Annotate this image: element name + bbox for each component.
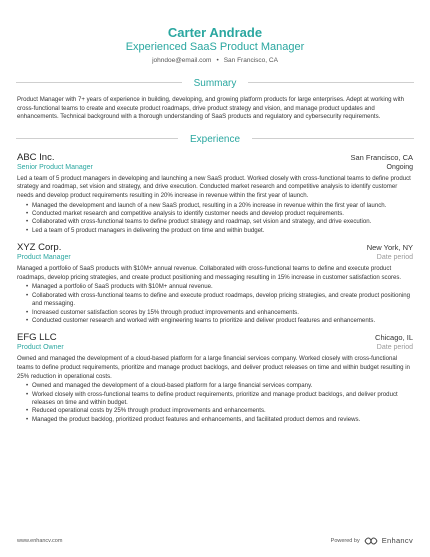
company-name: XYZ Corp. <box>17 242 62 254</box>
summary-heading-label: Summary <box>182 78 249 89</box>
job-role: Product Manager <box>17 254 71 262</box>
job-header-row <box>17 152 413 163</box>
achievement-item: • Reduced operational costs by 25% through product improvements and enhancements. <box>26 407 413 415</box>
experience-heading <box>16 129 414 147</box>
job-description: Owned and managed the development of a cloud-based platform for a large financial services company. Worked closely with cross-functional teams to define product requirements, prioritize and manage product backlogs, and deliver product releases on time and within budget resulting in 25% reduction in operational costs. <box>17 355 410 380</box>
candidate-name: Carter Andrade <box>167 25 263 40</box>
job-role: Product Owner <box>17 344 64 352</box>
job-location: San Francisco, CA <box>350 152 413 162</box>
job-header-row <box>17 242 413 253</box>
job-description: Managed a portfolio of SaaS products with $10M+ annual revenue. Collaborated with cross-functional teams to define and execute product roadmaps, develop pricing strategies, and create product positioning and messaging resulting in 15% increase in customer satisfaction scores. <box>17 265 402 281</box>
achievement-item: • Conducted customer research and worked with engineering teams to prioritize and deliver product features and enhancements. <box>26 317 413 325</box>
summary-heading <box>16 73 414 91</box>
job-description: Led a team of 5 product managers in developing and launching a new SaaS product. Worked closely with cross-functional teams to define product strategy and roadmap, set vision and strategy, and drive execution. Conducted market research and competitive analysis to identify customer needs and develop product requirements resulting in 20% increase in revenue within the first year of launch. <box>17 174 411 199</box>
job-date: Ongoing <box>386 163 413 171</box>
job-role-row <box>17 163 413 172</box>
achievement-item: • Managed the development and launch of a new SaaS product, resulting in a 20% increase in revenue within the first year of launch. <box>26 202 413 210</box>
candidate-title: Experienced SaaS Product Manager <box>125 41 305 53</box>
company-name: EFG LLC <box>17 332 57 344</box>
company-name: ABC Inc. <box>17 151 55 163</box>
job-role-row <box>17 343 413 352</box>
job-location: Chicago, IL <box>375 333 413 343</box>
job-role-row <box>17 253 413 262</box>
contact-separator: • <box>216 57 219 64</box>
summary-text: Product Manager with 7+ years of experience in building, developing, and growing platform products for large enterprises. Adept at working with cross-functional teams to create and execute product roadmaps, drive product strategy and vision, and manage product updates and enhancements. Technical background with a thorough understanding of SaaS products and regulatory and cybersecurity requirements. <box>17 96 405 121</box>
experience-list <box>0 152 430 424</box>
achievement-item: • Worked closely with cross-functional teams to define product requirements, prioritize and manage product backlogs, and deliver product releases on time and within budget. <box>26 391 413 408</box>
job-role: Senior Product Manager <box>17 163 93 171</box>
job-achievements <box>17 382 413 424</box>
achievement-item: • Collaborated with cross-functional teams to define product strategy and roadmap, set vision and strategy, and drive execution. <box>26 218 413 226</box>
achievement-item: • Led a team of 5 product managers in delivering the product on time and within budget. <box>26 227 413 235</box>
job-date: Date period <box>376 344 413 352</box>
achievement-item: • Managed a portfolio of SaaS products with $10M+ annual revenue. <box>26 283 413 291</box>
powered-by-label: Powered by <box>330 537 360 544</box>
resume-header <box>0 0 430 65</box>
contact-line <box>0 56 430 65</box>
page-footer <box>17 536 413 545</box>
enhancv-logo-icon <box>364 537 378 545</box>
job-date: Date period <box>376 254 413 262</box>
job-header-row <box>17 332 413 343</box>
experience-heading-label: Experience <box>178 134 252 145</box>
achievement-item: • Owned and managed the development of a cloud-based platform for a large financial services company. <box>26 382 413 390</box>
contact-email[interactable]: johndoe@email.com <box>152 57 212 64</box>
job-achievements <box>17 283 413 325</box>
footer-site[interactable]: www.enhancv.com <box>17 537 63 544</box>
job-entry <box>17 332 413 424</box>
job-achievements <box>17 202 413 236</box>
job-location: New York, NY <box>366 243 413 253</box>
brand-name: Enhancv <box>381 536 413 545</box>
achievement-item: • Managed the product backlog, prioritized product features and enhancements, and facilitated product demos and reviews. <box>26 416 413 424</box>
footer-brand[interactable] <box>331 536 413 545</box>
achievement-item: • Increased customer satisfaction scores by 15% through product improvements and enhancements. <box>26 309 413 317</box>
job-entry <box>17 242 413 325</box>
contact-location: San Francisco, CA <box>223 57 278 64</box>
job-entry <box>17 152 413 235</box>
achievement-item: • Collaborated with cross-functional teams to define and execute product roadmaps, develop pricing strategies, and create product positioning and messaging. <box>26 292 413 309</box>
achievement-item: • Conducted market research and competitive analysis to identify customer needs and develop product requirements. <box>26 210 413 218</box>
